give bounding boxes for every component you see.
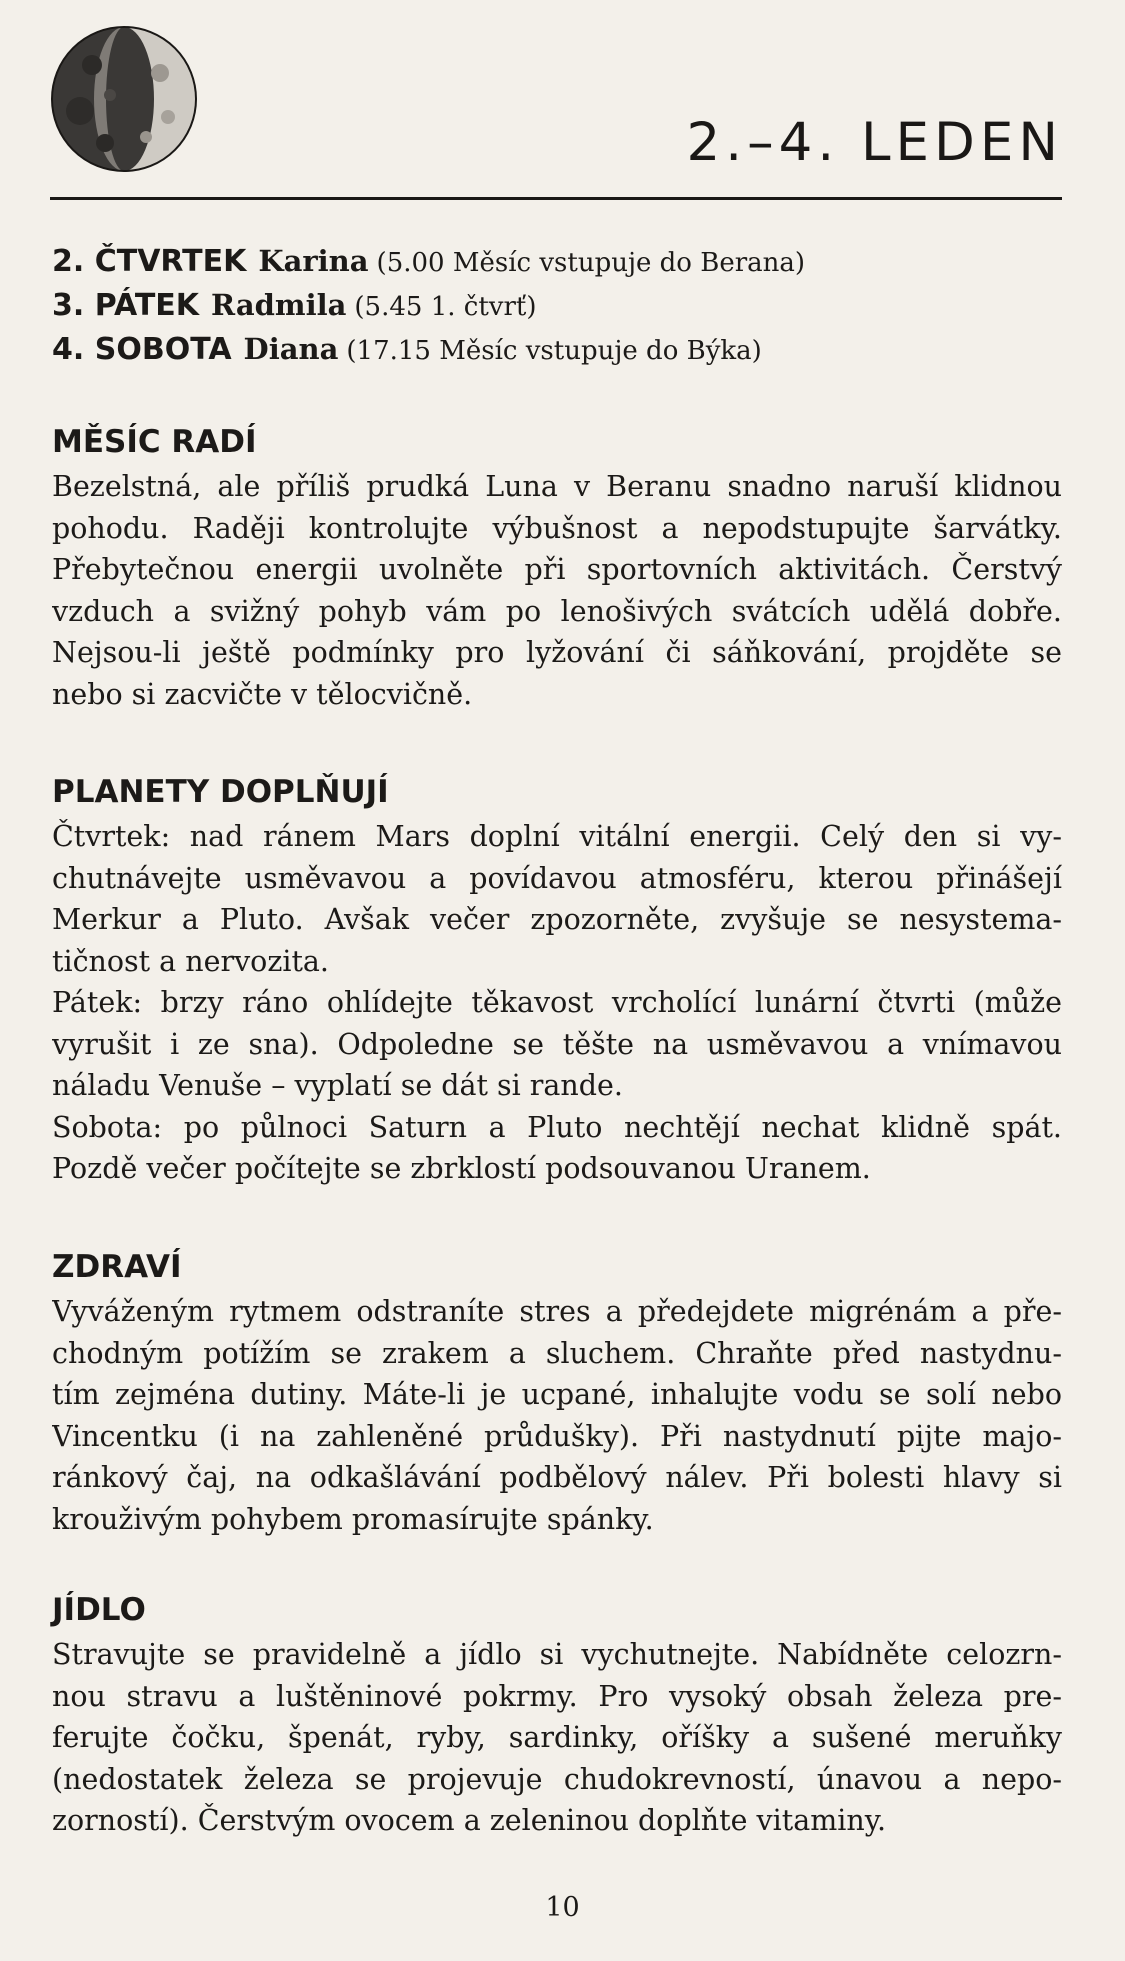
text-line: ferujte čočku, špenát, ryby, sardinky, oříšky a sušené meruňky xyxy=(52,1721,1062,1754)
day-entry xyxy=(52,328,1062,372)
text-line: Stravujte se pravidelně a jídlo si vychutnejte. Nabídněte celozrn- xyxy=(52,1638,1062,1671)
day-entry xyxy=(52,240,1062,284)
text-line: náladu Venuše – vyplatí se dát si rande. xyxy=(52,1069,623,1102)
header-divider xyxy=(50,197,1062,200)
section-planety-doplnuji xyxy=(52,770,1062,1190)
day-note: (5.00 Měsíc vstupuje do Berana) xyxy=(376,248,806,278)
text-line: chutnávejte usměvavou a povídavou atmosféru, kterou přinášejí xyxy=(52,861,1062,895)
text-line: Přebytečnou energii uvolněte při sportovních aktivitách. Čerstvý xyxy=(52,553,1062,586)
day-note: (17.15 Měsíc vstupuje do Býka) xyxy=(346,336,762,366)
section-heading: MĚSÍC RADÍ xyxy=(52,424,257,460)
text-line: (nedostatek železa se projevuje chudokrevností, únavou a nepo- xyxy=(52,1762,1062,1796)
text-line: pohodu. Raději kontrolujte výbušnost a nepodstupujte šarvátky. xyxy=(52,511,1062,545)
text-line: zorností). Čerstvým ovocem a zeleninou doplňte vitaminy. xyxy=(52,1804,887,1837)
moon-phase-icon xyxy=(50,25,198,173)
text-line: nebo si zacvičte v tělocvičně. xyxy=(52,677,473,711)
section-heading: PLANETY DOPLŇUJÍ xyxy=(52,774,389,810)
day-entry xyxy=(52,284,1062,328)
text-line: Bezelstná, ale příliš prudká Luna v Beranu snadno naruší klidnou xyxy=(52,470,1062,503)
text-line: vzduch a svižný pohyb vám po lenošivých svátcích udělá dobře. xyxy=(52,594,1062,628)
name-day: Karina xyxy=(258,244,369,278)
text-line: tičnost a nervozita. xyxy=(52,944,329,978)
page-title: 2.–4. LEDEN xyxy=(686,112,1063,173)
text-line: ránkový čaj, na odkašlávání podbělový nálev. Při bolesti hlavy si xyxy=(52,1461,1062,1494)
day-note: (5.45 1. čtvrť) xyxy=(354,292,537,322)
section-jidlo xyxy=(52,1588,1062,1842)
section-heading: JÍDLO xyxy=(52,1592,146,1628)
text-line: Čtvrtek: nad ránem Mars doplní vitální energii. Celý den si vy- xyxy=(52,820,1062,853)
text-line: Nejsou-li ještě podmínky pro lyžování či sáňkování, projděte se xyxy=(52,636,1062,669)
section-mesic-radi xyxy=(52,420,1062,715)
text-line: Pozdě večer počítejte se zbrklostí podsouvanou Uranem. xyxy=(52,1152,871,1185)
text-line: Merkur a Pluto. Avšak večer zpozorněte, zvyšuje se nesystema- xyxy=(52,903,1062,936)
name-day: Diana xyxy=(243,332,339,366)
day-list xyxy=(52,240,1062,372)
text-line: tím zejména dutiny. Máte-li je ucpané, inhalujte vodu se solí nebo xyxy=(52,1378,1062,1411)
text-line: vyrušit i ze sna). Odpoledne se těšte na usměvavou a vnímavou xyxy=(52,1027,1062,1061)
text-line: Pátek: brzy ráno ohlídejte těkavost vrcholící lunární čtvrti (může xyxy=(52,986,1062,1019)
text-line: Vyváženým rytmem odstraníte stres a předejdete migrénám a pře- xyxy=(52,1295,1062,1328)
text-line: chodným potížím se zrakem a sluchem. Chraňte před nastydnu- xyxy=(52,1336,1062,1370)
name-day: Radmila xyxy=(211,288,347,322)
page-number: 10 xyxy=(545,1892,580,1923)
text-line: nou stravu a luštěninové pokrmy. Pro vysoký obsah železa pre- xyxy=(52,1679,1062,1713)
day-label: 3. PÁTEK xyxy=(52,288,200,323)
text-line: krouživým pohybem promasírujte spánky. xyxy=(52,1502,654,1536)
day-label: 2. ČTVRTEK xyxy=(52,244,247,279)
section-heading: ZDRAVÍ xyxy=(52,1249,182,1285)
section-zdravi xyxy=(52,1245,1062,1540)
day-label: 4. SOBOTA xyxy=(52,332,232,367)
text-line: Sobota: po půlnoci Saturn a Pluto nechtějí nechat klidně spát. xyxy=(52,1110,1062,1144)
text-line: Vincentku (i na zahleněné průdušky). Při nastydnutí pijte majo- xyxy=(52,1419,1062,1453)
